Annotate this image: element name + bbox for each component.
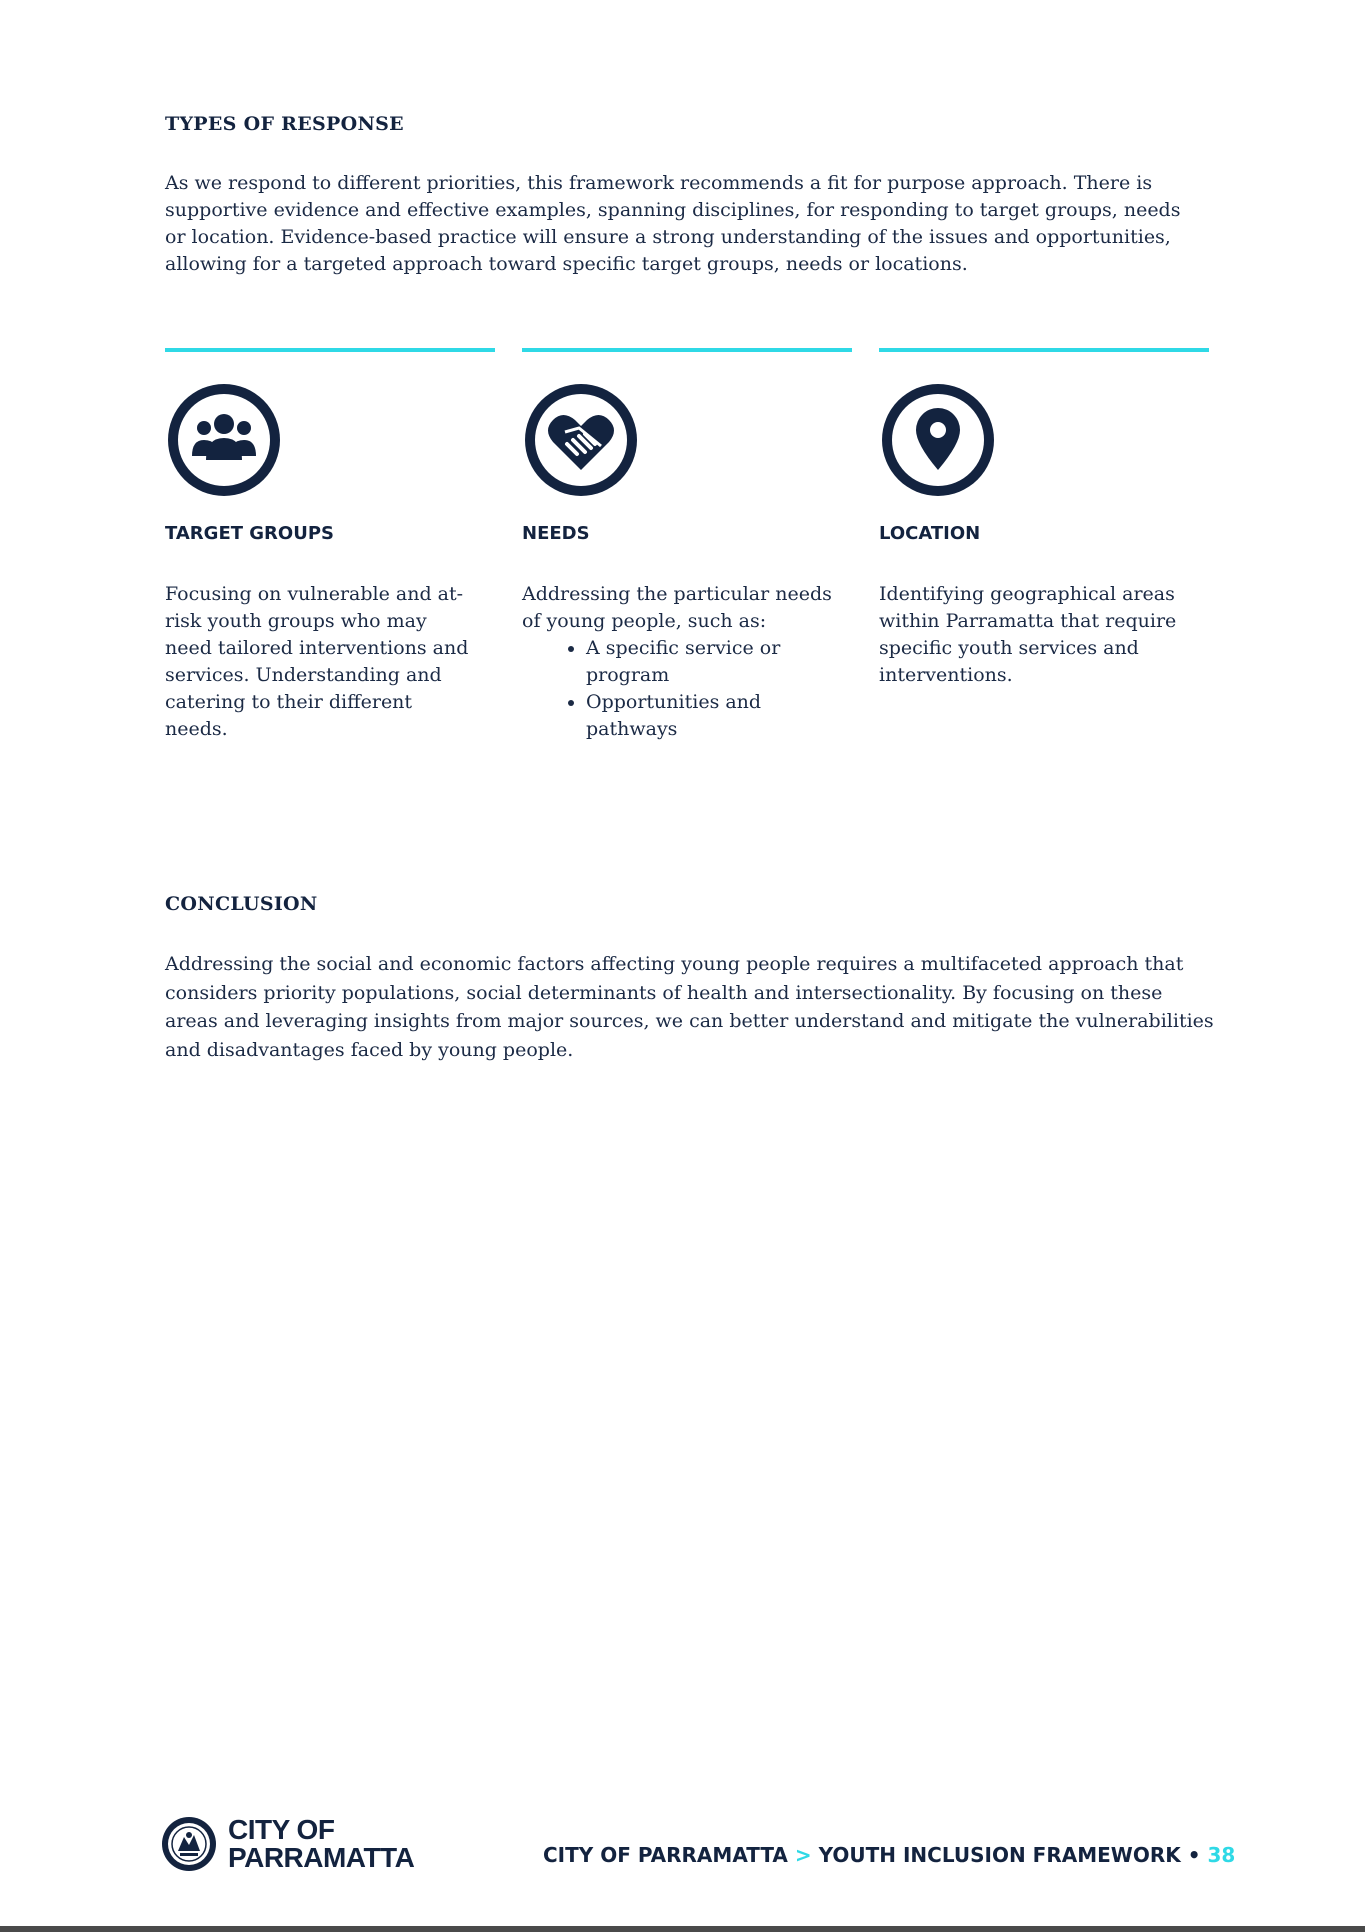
- needs-intro: Addressing the particular needs of young people, such as:: [522, 583, 832, 632]
- list-item: • Opportunities and pathways: [586, 689, 842, 743]
- types-of-response-intro: As we respond to different priorities, this framework recommends a fit for purpose approach. There is supportive evidence and effective examples, spanning disciplines, for responding to target groups, needs or location. Evidence-based practice will ensure a strong understanding of the issues and opportunities, allowing for a targeted approach toward specific target groups, needs or locations.: [165, 172, 1181, 275]
- column-location: [879, 348, 1209, 686]
- types-of-response-heading: TYPES OF RESPONSE: [165, 113, 404, 135]
- conclusion-heading: CONCLUSION: [165, 893, 318, 915]
- needs-list: [522, 635, 842, 743]
- handshake-heart-icon: [525, 384, 637, 496]
- logo-wordmark: [228, 1816, 414, 1872]
- column-rule: [165, 348, 495, 352]
- logo-line-1: CITY OF: [228, 1814, 335, 1845]
- column-title: NEEDS: [522, 523, 590, 544]
- footer-bullet: •: [1187, 1843, 1201, 1867]
- logo-line-2: PARRAMATTA: [228, 1842, 415, 1873]
- footer-separator: >: [794, 1843, 812, 1867]
- column-title: LOCATION: [879, 523, 981, 544]
- column-description: [522, 581, 842, 743]
- list-item: • A specific service or program: [586, 635, 842, 689]
- city-of-parramatta-logo: [160, 1812, 420, 1878]
- footer-running-title: [543, 1843, 1235, 1867]
- page-number: 38: [1207, 1843, 1236, 1867]
- column-needs: [522, 348, 852, 740]
- page-bottom-edge: [0, 1926, 1365, 1932]
- footer-doc-title: YOUTH INCLUSION FRAMEWORK: [818, 1843, 1181, 1867]
- column-description: Identifying geographical areas within Parramatta that require specific youth services and interventions.: [879, 583, 1177, 686]
- people-group-icon: [168, 384, 280, 496]
- column-rule: [879, 348, 1209, 352]
- column-target-groups: [165, 348, 495, 740]
- city-seal-icon: [160, 1815, 218, 1873]
- conclusion-text: Addressing the social and economic factors affecting young people requires a multifaceted approach that considers priority populations, social determinants of health and intersectionality. By focusing on these areas and leveraging insights from major sources, we can better understand and mitigate the vulnerabilities and disadvantages faced by young people.: [165, 953, 1214, 1061]
- column-description: Focusing on vulnerable and at-risk youth groups who may need tailored interventions and services. Understanding and catering to their different needs.: [165, 583, 469, 740]
- column-rule: [522, 348, 852, 352]
- location-pin-icon: [882, 384, 994, 496]
- footer-org: CITY OF PARRAMATTA: [543, 1843, 788, 1867]
- column-title: TARGET GROUPS: [165, 523, 334, 544]
